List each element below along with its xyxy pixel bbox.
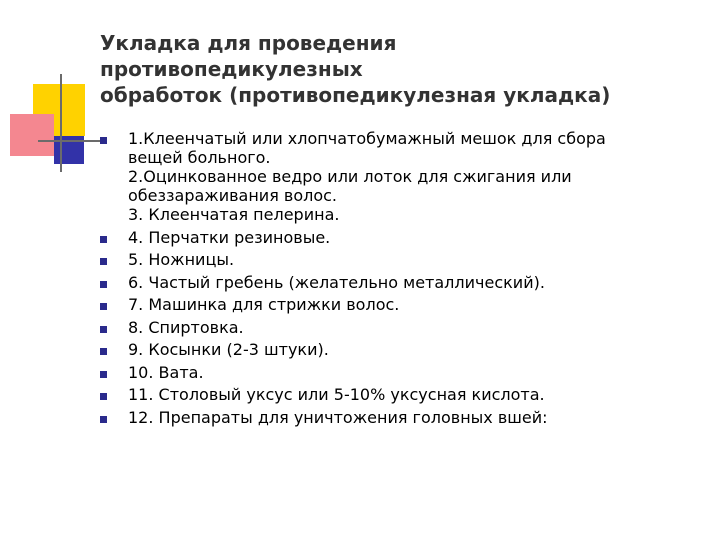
square-bullet-icon xyxy=(100,236,107,243)
list-item-text: обеззараживания волос. xyxy=(128,186,338,205)
slide-title-line: Укладка для проведения xyxy=(100,31,397,55)
list-item-text: 1.Клеенчатый или хлопчатобумажный мешок для сбора xyxy=(128,129,606,148)
square-bullet-icon xyxy=(100,416,107,423)
list-item xyxy=(100,228,700,247)
list-item xyxy=(100,385,700,404)
square-bullet-icon xyxy=(100,281,107,288)
square-bullet-icon xyxy=(100,326,107,333)
square-bullet-icon xyxy=(100,137,107,144)
decorative-pink-square xyxy=(10,114,54,156)
list-item-text: 4. Перчатки резиновые. xyxy=(128,227,331,247)
list-item xyxy=(100,318,700,337)
list-item-text: 8. Спиртовка. xyxy=(128,317,244,337)
list-item xyxy=(100,250,700,269)
list-item xyxy=(100,408,700,427)
square-bullet-icon xyxy=(100,258,107,265)
list-item-text: 2.Оцинкованное ведро или лоток для сжигания или xyxy=(128,167,572,186)
list-item xyxy=(100,129,700,224)
list-item-text: 11. Столовый уксус или 5-10% уксусная кислота. xyxy=(128,385,545,404)
square-bullet-icon xyxy=(100,371,107,378)
square-bullet-icon xyxy=(100,303,107,310)
list-item xyxy=(100,273,700,292)
list-item-text: 5. Ножницы. xyxy=(128,250,235,269)
list-item-text: 3. Клеенчатая пелерина. xyxy=(128,205,340,224)
list-item-text: 10. Вата. xyxy=(128,362,204,382)
slide-title-line: противопедикулезных xyxy=(100,57,363,81)
list-item xyxy=(100,295,700,314)
list-item-text: 7. Машинка для стрижки волос. xyxy=(128,295,400,314)
square-bullet-icon xyxy=(100,348,107,355)
list-item-text: 6. Частый гребень (желательно металлический). xyxy=(128,272,545,292)
decorative-vertical-line xyxy=(60,74,62,172)
slide-title-line: обработок (противопедикулезная укладка) xyxy=(100,83,611,107)
list-item-text: вещей больного. xyxy=(128,148,271,167)
decorative-horizontal-line xyxy=(38,140,102,142)
list-item-text: 9. Косынки (2-3 штуки). xyxy=(128,340,329,359)
equipment-list xyxy=(100,129,700,430)
list-item xyxy=(100,340,700,359)
square-bullet-icon xyxy=(100,393,107,400)
list-item xyxy=(100,363,700,382)
list-item-text: 12. Препараты для уничтожения головных вшей: xyxy=(128,407,548,427)
slide-title xyxy=(100,30,690,108)
